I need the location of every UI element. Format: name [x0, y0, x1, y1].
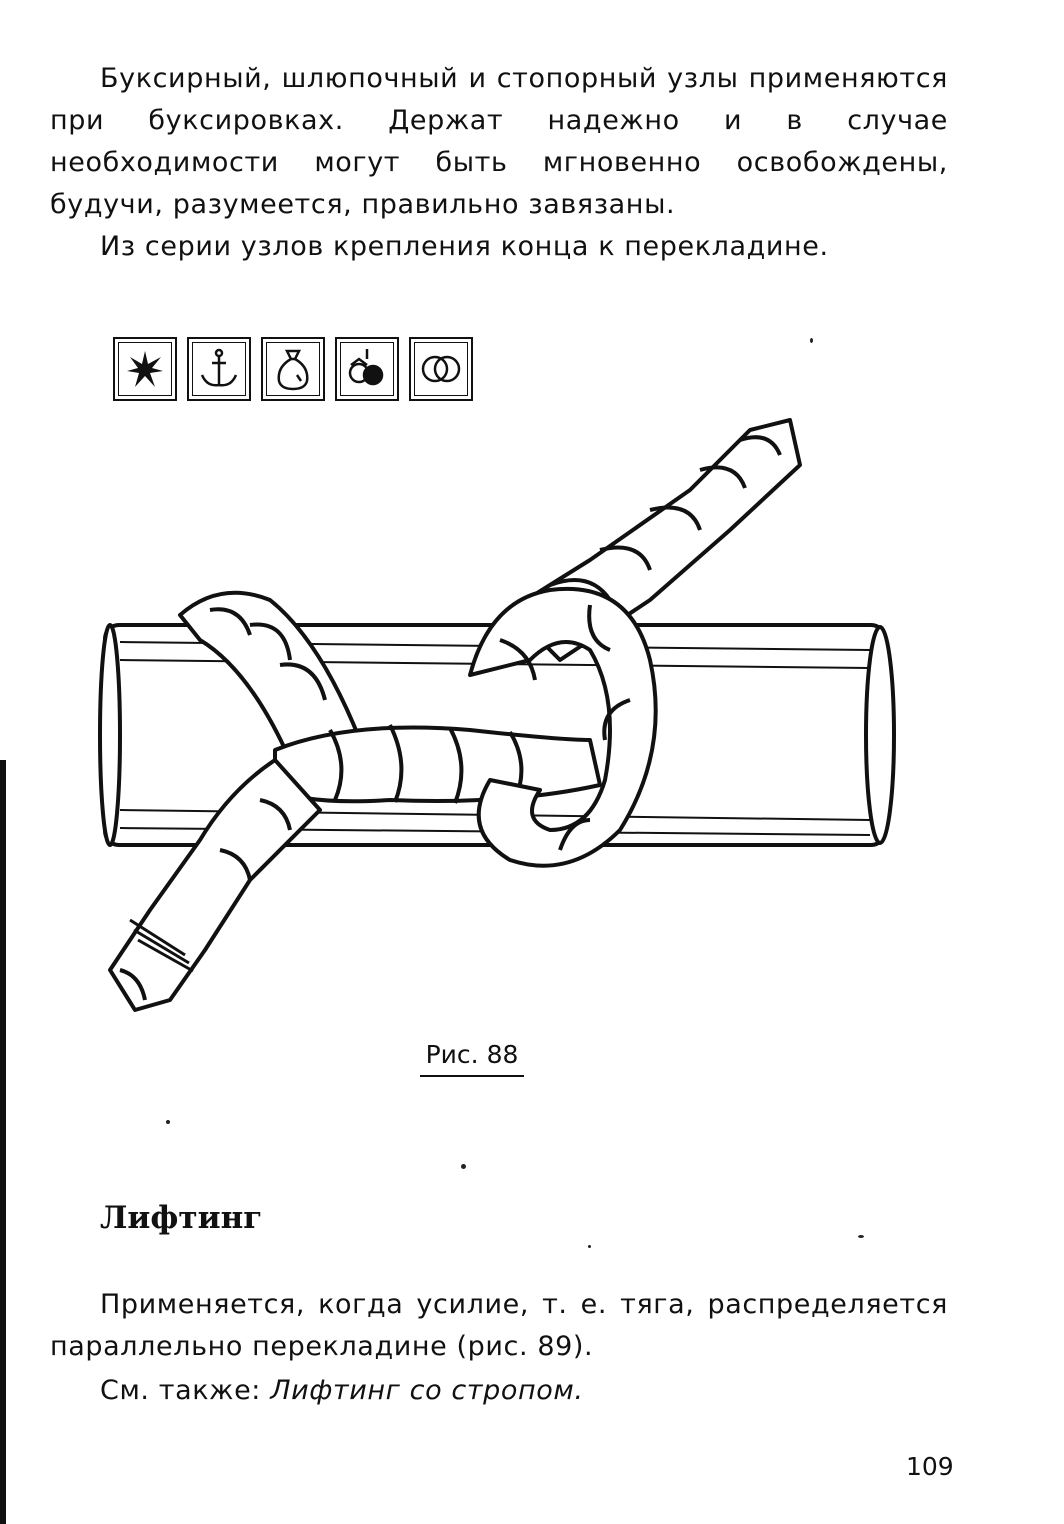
paragraph-see-also: См. также: Лифтинг со стропом. [100, 1375, 584, 1406]
hops-icon [335, 337, 399, 401]
scan-speck [166, 1120, 170, 1124]
see-also-reference: Лифтинг со стропом. [270, 1375, 584, 1406]
sack-icon [261, 337, 325, 401]
scan-speck [588, 1245, 591, 1248]
section-heading: Лифтинг [100, 1200, 263, 1236]
paragraph-intro: Буксирный, шлюпочный и стопорный узлы применяются при буксировках. Держат надежно и в случае необходимости могут быть мгновенно освобождены, будучи, разумеется, правильно завязаны. [50, 63, 948, 220]
scan-speck [858, 1235, 864, 1238]
star-icon [113, 337, 177, 401]
paragraph-lifting: Применяется, когда усилие, т. е. тяга, распределяется параллельно перекладине (рис. 89). [50, 1289, 948, 1362]
figure-caption: Рис. 88 [420, 1040, 524, 1077]
page-edge-shadow [0, 760, 6, 1524]
usage-icons [113, 337, 473, 401]
rope-wrap [275, 725, 600, 803]
knot-illustration [90, 410, 910, 1030]
rings-icon [409, 337, 473, 401]
anchor-icon [187, 337, 251, 401]
scan-speck [810, 338, 813, 343]
page-number: 109 [906, 1452, 954, 1481]
paragraph-series: Из серии узлов крепления конца к перекладине. [100, 231, 829, 262]
scan-speck [461, 1164, 466, 1169]
